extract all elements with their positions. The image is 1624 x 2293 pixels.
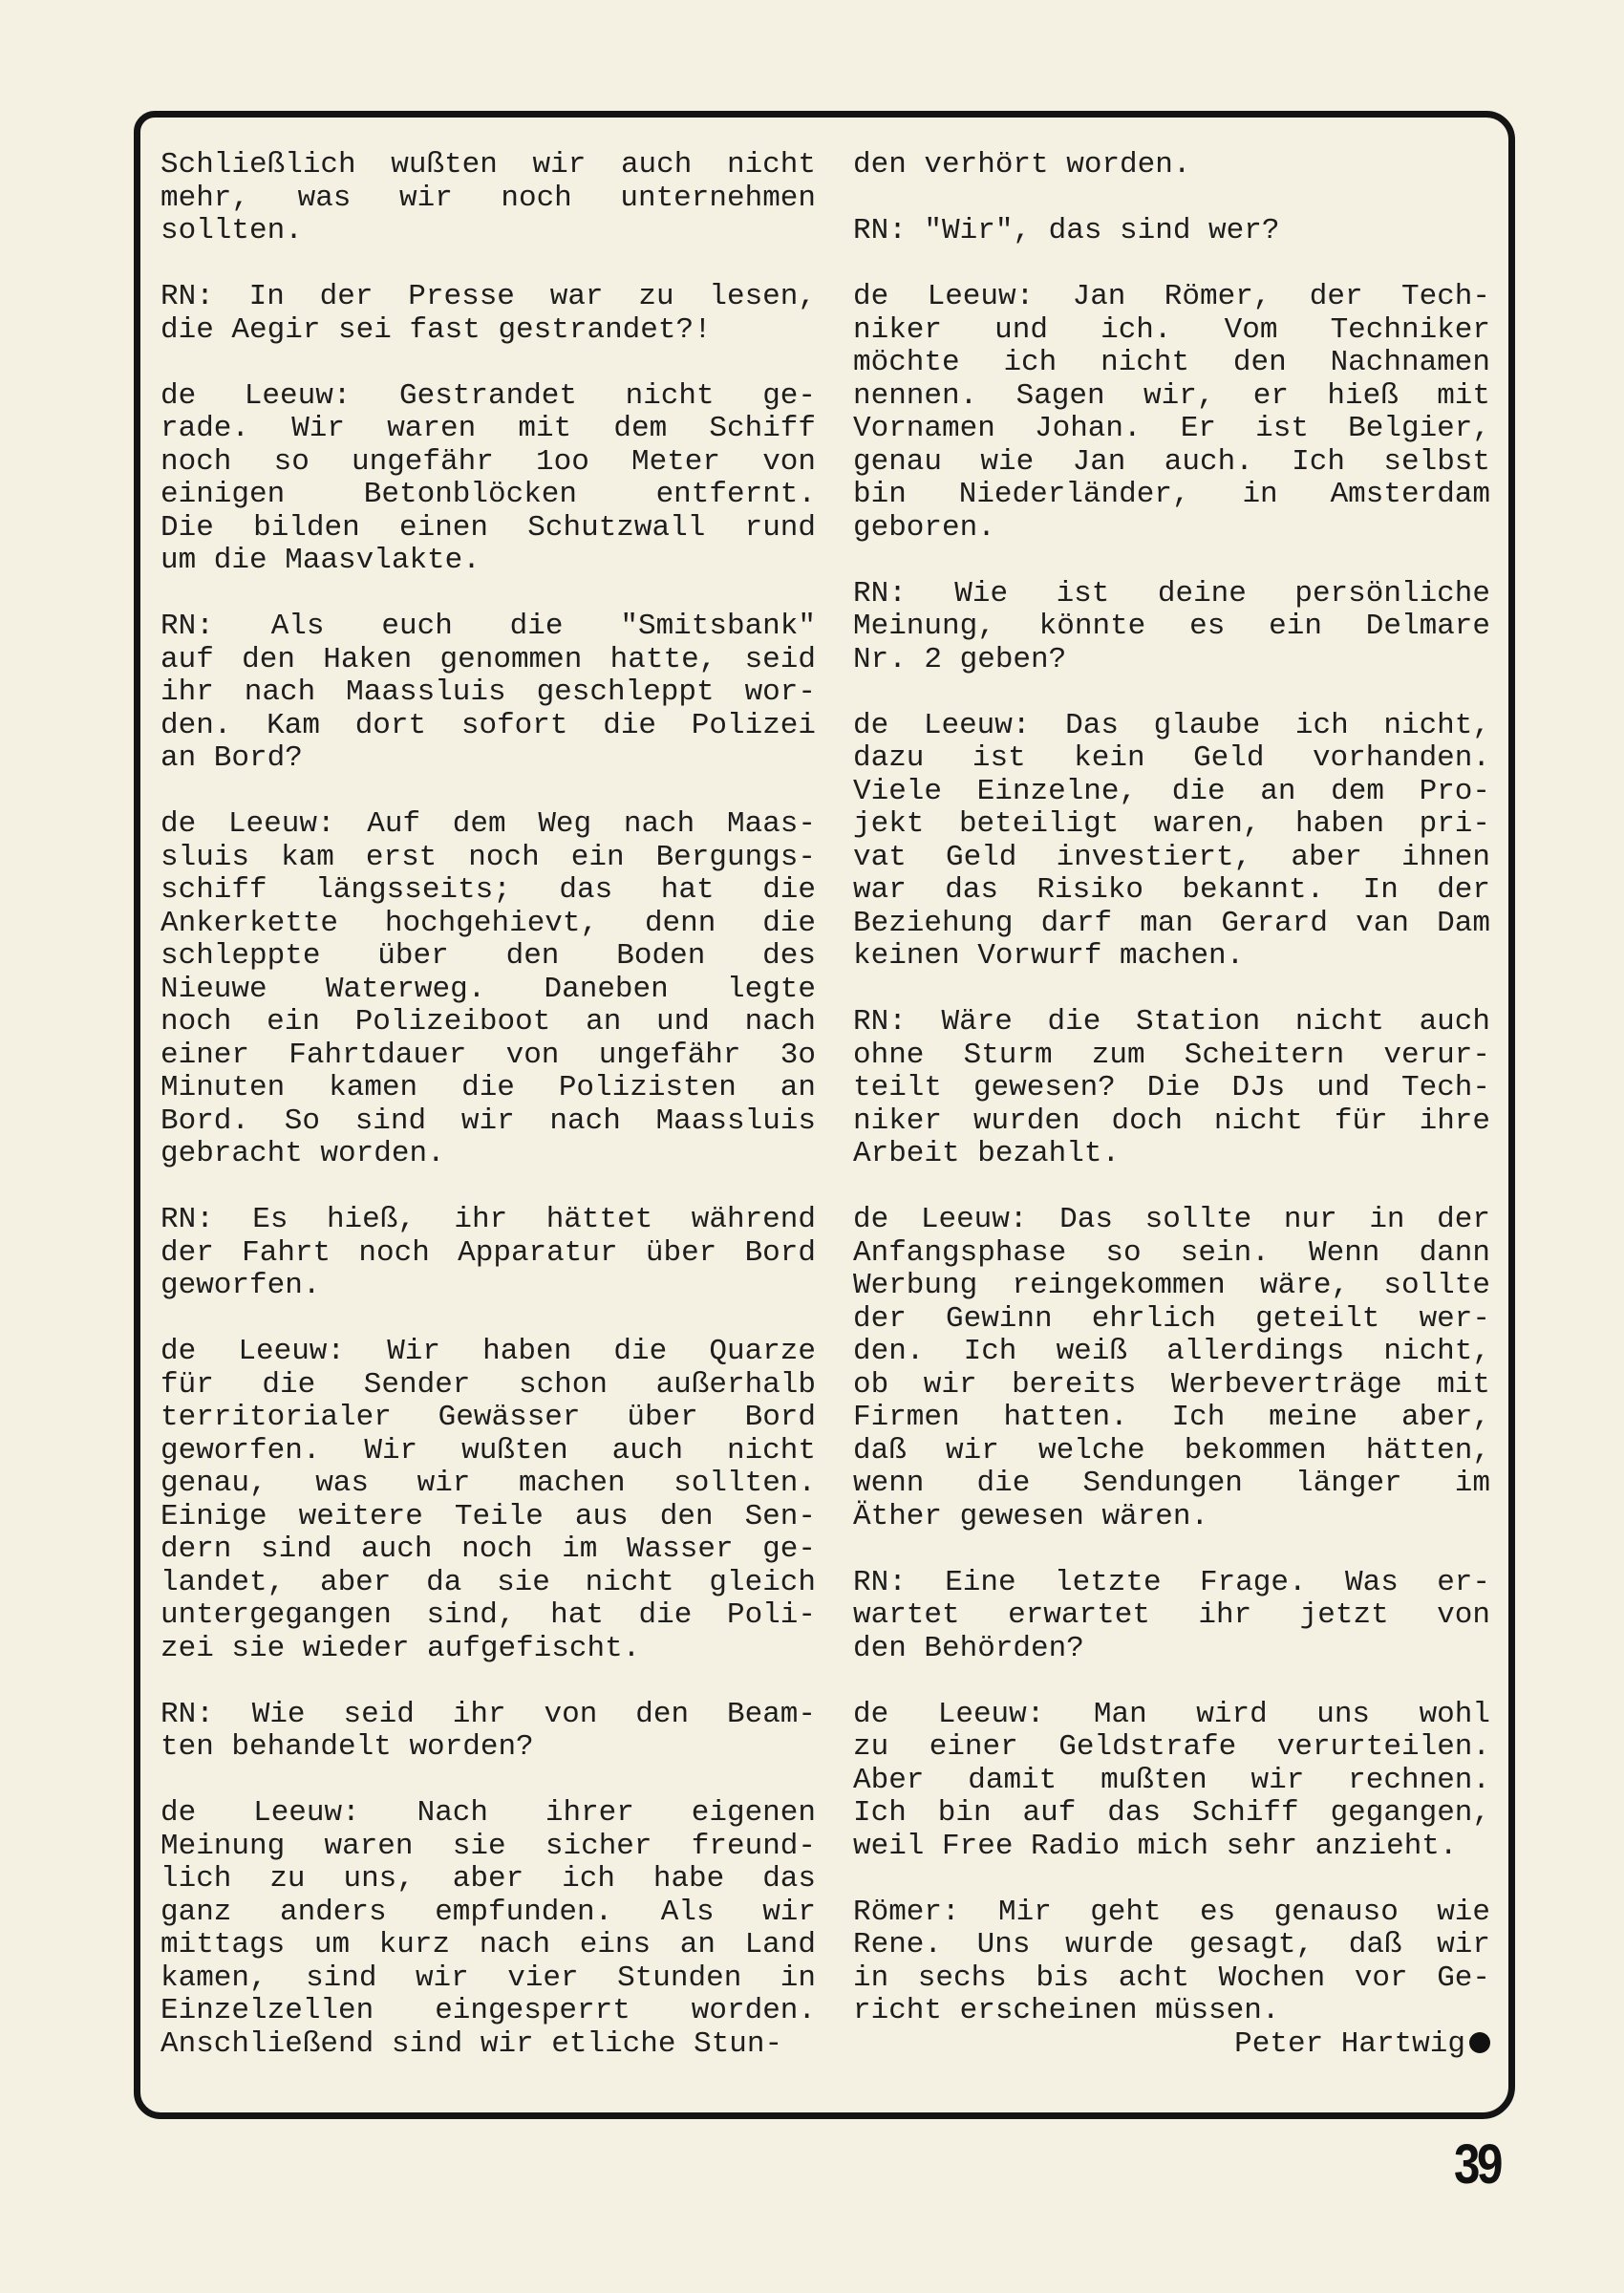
interview-paragraph [160,1797,816,2061]
text-line: ob wir bereits Werbeverträge mit [853,1367,1490,1402]
text-line: Nr. 2 geben? [853,642,1067,676]
right-column [853,149,1490,2061]
text-line: kamen, sind wir vier Stunden in [160,1961,816,1995]
text-line: de Leeuw: Auf dem Weg nach Maas- [160,807,816,841]
text-line: sollten. [160,214,303,247]
left-column [160,149,816,2094]
text-line: RN: Wäre die Station nicht auch [853,1005,1490,1039]
interview-paragraph [160,808,816,1171]
text-line: Werbung reingekommen wäre, sollte [853,1269,1490,1302]
text-line: Die bilden einen Schutzwall rund [160,510,816,545]
text-line: zei sie wieder aufgefischt. [160,1631,641,1665]
text-line: für die Sender schon außerhalb [160,1367,816,1402]
text-line: die Aegir sei fast gestrandet?! [160,312,712,347]
text-line: de Leeuw: Man wird uns wohl [853,1697,1490,1731]
text-line: sluis kam erst noch ein Bergungs- [160,840,816,874]
text-line: lich zu uns, aber ich habe das [160,1862,816,1896]
text-line: noch so ungefähr 1oo Meter von [160,444,816,479]
text-line: Ich bin auf das Schiff gegangen, [853,1796,1490,1830]
text-line: nennen. Sagen wir, er hieß mit [853,378,1490,413]
text-line: zu einer Geldstrafe verurteilen. [853,1730,1490,1764]
text-line: bin Niederländer, in Amsterdam [853,478,1490,511]
text-line: Vornamen Johan. Er ist Belgier, [853,412,1490,445]
text-line: ten behandelt worden? [160,1730,534,1764]
text-line: genau wie Jan auch. Ich selbst [853,444,1490,479]
text-line: Römer: Mir geht es genauso wie [853,1895,1490,1929]
text-line: Firmen hatten. Ich meine aber, [853,1401,1490,1434]
text-line: Viele Einzelne, die an dem Pro- [853,774,1490,808]
interview-paragraph [160,281,816,347]
author-signature [853,2028,1490,2062]
interview-paragraph [853,578,1490,677]
text-line: wenn die Sendungen länger im [853,1467,1490,1500]
text-line: mehr, was wir noch unternehmen [160,181,816,215]
text-line: untergegangen sind, hat die Poli- [160,1598,816,1632]
interview-paragraph [160,1699,816,1765]
text-line: Beziehung darf man Gerard van Dam [853,906,1490,940]
text-line: teilt gewesen? Die DJs und Tech- [853,1071,1490,1104]
text-line: gebracht worden. [160,1137,445,1170]
interview-paragraph [160,611,816,776]
text-line: de Leeuw: Gestrandet nicht ge- [160,378,816,413]
author-name: Peter Hartwig [1234,2026,1465,2061]
text-line: Äther gewesen wären. [853,1499,1209,1533]
interview-paragraph [853,710,1490,974]
text-line: RN: Als euch die "Smitsbank" [160,610,816,643]
text-line: Arbeit bezahlt. [853,1137,1121,1170]
text-line: möchte ich nicht den Nachnamen [853,346,1490,379]
text-line: schiff längsseits; das hat die [160,873,816,907]
text-line: ohne Sturm zum Scheitern verur- [853,1038,1490,1072]
text-line: den Behörden? [853,1631,1084,1665]
text-line: einigen Betonblöcken entfernt. [160,478,816,511]
text-line: mittags um kurz nach eins an Land [160,1928,816,1961]
text-line: Nieuwe Waterweg. Daneben legte [160,972,816,1006]
text-line: der Fahrt noch Apparatur über Bord [160,1235,816,1270]
text-line: den. Kam dort sofort die Polizei [160,708,816,742]
interview-paragraph [160,1204,816,1303]
text-line: Ankerkette hochgehievt, denn die [160,906,816,940]
text-line: geboren. [853,510,995,545]
interview-paragraph [853,1897,1490,2062]
text-line: niker und ich. Vom Techniker [853,312,1490,347]
text-line: jekt beteiligt waren, haben pri- [853,807,1490,841]
text-line: Einzelzellen eingesperrt worden. [160,1994,816,2027]
text-line: keinen Vorwurf machen. [853,939,1245,973]
text-line: in sechs bis acht Wochen vor Ge- [853,1961,1490,1995]
text-line: genau, was wir machen sollten. [160,1467,816,1500]
text-line: rade. Wir waren mit dem Schiff [160,412,816,445]
text-line: niker wurden doch nicht für ihre [853,1104,1490,1138]
text-line: de Leeuw: Jan Römer, der Tech- [853,280,1490,313]
text-line: Meinung waren sie sicher freund- [160,1829,816,1863]
text-line: RN: In der Presse war zu lesen, [160,280,816,313]
end-mark-icon [1469,2032,1490,2053]
text-line: de Leeuw: Das glaube ich nicht, [853,708,1490,742]
text-line: richt erscheinen müssen. [853,1994,1280,2027]
text-line: RN: Es hieß, ihr hättet während [160,1203,816,1236]
interview-paragraph [853,1204,1490,1533]
text-line: Schließlich wußten wir auch nicht [160,148,816,182]
interview-paragraph [160,149,816,248]
text-line: territorialer Gewässer über Bord [160,1401,816,1434]
text-line: den verhört worden. [853,148,1191,182]
text-line: Meinung, könnte es ein Delmare [853,610,1490,643]
text-line: geworfen. [160,1269,321,1302]
text-line: weil Free Radio mich sehr anzieht. [853,1829,1458,1863]
text-line: Bord. So sind wir nach Maassluis [160,1104,816,1138]
interview-paragraph [853,1567,1490,1666]
text-line: RN: Eine letzte Frage. Was er- [853,1565,1490,1599]
text-line: daß wir welche bekommen hätten, [853,1433,1490,1468]
text-line: einer Fahrtdauer von ungefähr 3o [160,1038,816,1072]
text-line: der Gewinn ehrlich geteilt wer- [853,1301,1490,1336]
interview-paragraph [853,1006,1490,1171]
text-line: an Bord? [160,741,303,775]
text-line: RN: Wie ist deine persönliche [853,576,1490,611]
text-line: de Leeuw: Nach ihrer eigenen [160,1796,816,1830]
text-line: Aber damit mußten wir rechnen. [853,1763,1490,1797]
interview-paragraph [853,281,1490,545]
interview-paragraph [160,380,816,578]
interview-paragraph [160,1336,816,1665]
text-line: Minuten kamen die Polizisten an [160,1071,816,1104]
text-line: RN: "Wir", das sind wer? [853,214,1280,247]
text-line: ganz anders empfunden. Als wir [160,1895,816,1929]
text-line: noch ein Polizeiboot an und nach [160,1005,816,1039]
interview-paragraph [853,149,1490,182]
text-line: Anschließend sind wir etliche Stun- [160,2026,783,2061]
text-line: de Leeuw: Wir haben die Quarze [160,1335,816,1368]
text-line: schleppte über den Boden des [160,939,816,973]
interview-paragraph [853,1699,1490,1864]
text-line: vat Geld investiert, aber ihnen [853,840,1490,874]
text-line: den. Ich weiß allerdings nicht, [853,1335,1490,1368]
text-line: geworfen. Wir wußten auch nicht [160,1433,816,1468]
text-line: um die Maasvlakte. [160,544,481,577]
text-line: de Leeuw: Das sollte nur in der [853,1203,1490,1236]
text-line: ihr nach Maassluis geschleppt wor- [160,675,816,709]
text-line: RN: Wie seid ihr von den Beam- [160,1697,816,1731]
text-line: dazu ist kein Geld vorhanden. [853,741,1490,775]
text-line: landet, aber da sie nicht gleich [160,1565,816,1599]
interview-paragraph [853,215,1490,248]
text-line: Anfangsphase so sein. Wenn dann [853,1235,1490,1270]
text-line: auf den Haken genommen hatte, seid [160,642,816,676]
text-line: dern sind auch noch im Wasser ge- [160,1532,816,1566]
page-number: 39 [1454,2133,1501,2196]
text-line: Rene. Uns wurde gesagt, daß wir [853,1928,1490,1961]
text-line: Einige weitere Teile aus den Sen- [160,1499,816,1533]
text-line: wartet erwartet ihr jetzt von [853,1598,1490,1632]
text-line: war das Risiko bekannt. In der [853,873,1490,907]
